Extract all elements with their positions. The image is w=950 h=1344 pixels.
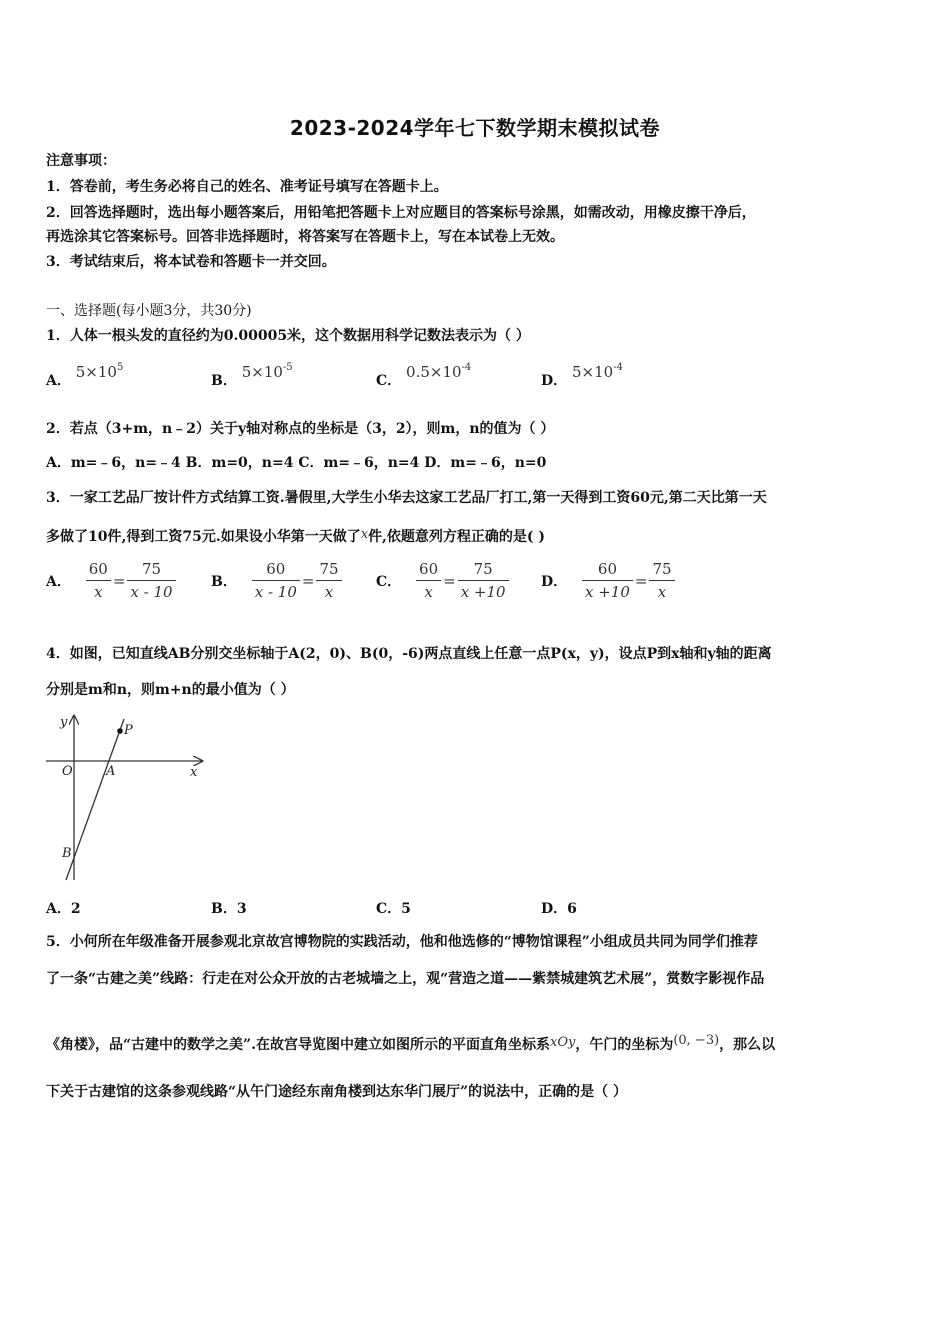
notice-item-2-cont: 再选涂其它答案标号。回答非选择题时，将答案写在答题卡上，写在本试卷上无效。 bbox=[46, 229, 564, 245]
question-1-stem: 1．人体一根头发的直径约为0.00005米，这个数据用科学记数法表示为（ ） bbox=[46, 328, 530, 344]
label-b: B bbox=[62, 846, 72, 861]
q5-line-3c: ，那么以 bbox=[719, 1037, 776, 1053]
q3-option-a bbox=[46, 560, 176, 601]
question-3-stem-1: 3．一家工艺品厂按计件方式结算工资.暑假里,大学生小华去这家工艺品厂打工,第一天得到工资60元,第二天比第一天 bbox=[46, 490, 767, 506]
point-p bbox=[117, 728, 123, 734]
q3-b-eq: = bbox=[301, 571, 315, 590]
q3-b-den-2: x bbox=[324, 583, 334, 601]
label-a: A bbox=[106, 764, 116, 779]
q3-option-b-label: B． bbox=[211, 573, 237, 590]
q3-c-den-1: x bbox=[424, 583, 433, 601]
q1-option-c-label: C． bbox=[376, 373, 402, 389]
question-4-stem-1: 4．如图，已知直线AB分别交坐标轴于A(2，0)、B(0，-6)两点直线上任意一点P(x，y)，设点P到x轴和y轴的距离 bbox=[46, 646, 772, 662]
q3-c-frac-left bbox=[416, 560, 441, 601]
q3-option-c bbox=[376, 560, 509, 601]
q1-option-b bbox=[211, 362, 293, 390]
q2-options: A．m=﹣6，n=﹣4 B．m=0，n=4 C．m=﹣6，n=4 D．m=﹣6，n=0 bbox=[46, 455, 547, 471]
q3-option-c-label: C． bbox=[376, 573, 402, 590]
q3-d-frac-left bbox=[582, 560, 633, 601]
q1-option-a bbox=[46, 362, 123, 390]
q1-b-exp: -5 bbox=[282, 362, 293, 373]
q1-option-c bbox=[376, 362, 471, 390]
q3-a-den-1: x bbox=[94, 583, 103, 601]
q3-d-eq: = bbox=[634, 571, 648, 590]
q3-a-num-1: 60 bbox=[86, 560, 111, 581]
q1-c-exp: -4 bbox=[461, 362, 472, 373]
q4-option-a: A．2 bbox=[46, 901, 81, 917]
q5-line-3b: ，午门的坐标为 bbox=[575, 1037, 674, 1053]
q3-d-den-1: x +10 bbox=[585, 583, 630, 601]
question-5-line-4: 下关于古建馆的这条参观线路“从午门途经东南角楼到达东华门展厅”的说法中，正确的是（ ） bbox=[46, 1084, 627, 1100]
question-5-line-1: 5．小何所在年级准备开展参观北京故宫博物院的实践活动，他和他选修的“博物馆课程”小组成员共同为同学们推荐 bbox=[46, 934, 758, 950]
q1-a-exp: 5 bbox=[116, 362, 124, 373]
q3-b-frac-left bbox=[252, 560, 300, 601]
q3-d-num-1: 60 bbox=[582, 560, 633, 581]
question-5-line-2: 了一条“古建之美”线路：行走在对公众开放的古老城墙之上，观“营造之道——紫禁城建筑艺术展”，赏数字影视作品 bbox=[46, 971, 765, 987]
q5-coord-system: xOy bbox=[549, 1035, 576, 1050]
q3-c-num-1: 60 bbox=[416, 560, 441, 581]
q3-stem-2a: 多做了10件,得到工资75元.如果设小华第一天做了 bbox=[46, 529, 361, 545]
label-y: y bbox=[60, 715, 68, 730]
question-2-stem: 2．若点（3+m，n﹣2）关于y轴对称点的坐标是（3，2），则m，n的值为（ ） bbox=[46, 421, 555, 437]
q3-a-num-2: 75 bbox=[127, 560, 175, 581]
q3-option-d bbox=[541, 560, 675, 601]
q4-option-b: B．3 bbox=[211, 901, 247, 917]
line-ab bbox=[66, 719, 124, 880]
q1-d-base: 5×10 bbox=[572, 363, 614, 381]
q1-option-a-label: A． bbox=[46, 373, 71, 389]
label-p: P bbox=[124, 723, 133, 738]
q3-stem-2b: 件,依题意列方程正确的是( ) bbox=[368, 529, 546, 545]
q1-option-d-expr bbox=[572, 363, 623, 381]
q4-option-c: C．5 bbox=[376, 901, 411, 917]
q1-option-c-expr bbox=[406, 363, 471, 381]
q3-b-num-2: 75 bbox=[316, 560, 341, 581]
q3-option-d-label: D． bbox=[541, 573, 568, 590]
q3-d-num-2: 75 bbox=[649, 560, 674, 581]
q3-c-eq: = bbox=[443, 571, 456, 590]
q1-option-b-label: B． bbox=[211, 373, 237, 389]
q3-d-frac-right bbox=[649, 560, 674, 601]
question-3-stem-2 bbox=[46, 525, 916, 547]
label-o: O bbox=[62, 764, 73, 779]
notice-item-2: 2．回答选择题时，选出每小题答案后，用铅笔把答题卡上对应题目的答案标号涂黑，如需改动，用橡皮擦干净后， bbox=[46, 205, 756, 221]
page-title: 2023-2024学年七下数学期末模拟试卷 bbox=[289, 116, 661, 140]
q3-a-frac-right bbox=[127, 560, 175, 601]
section-heading: 一、选择题(每小题3分，共30分) bbox=[46, 303, 252, 319]
q3-option-a-label: A． bbox=[46, 573, 71, 590]
q4-option-d: D．6 bbox=[541, 901, 577, 917]
q3-b-den-1: x - 10 bbox=[254, 583, 297, 601]
q3-a-den-2: x - 10 bbox=[130, 583, 173, 601]
q3-variable: x bbox=[360, 527, 369, 542]
notice-item-1: 1．答卷前，考生务必将自己的姓名、准考证号填写在答题卡上。 bbox=[46, 179, 448, 195]
q3-option-b bbox=[211, 560, 342, 601]
q1-option-a-expr bbox=[76, 363, 124, 381]
q1-b-base: 5×10 bbox=[241, 363, 283, 381]
q3-a-frac-left bbox=[86, 560, 111, 601]
notice-item-3: 3．考试结束后，将本试卷和答题卡一并交回。 bbox=[46, 254, 336, 270]
q3-a-eq: = bbox=[112, 571, 126, 590]
q1-a-base: 5×10 bbox=[75, 363, 117, 381]
q3-c-den-2: x +10 bbox=[460, 583, 506, 601]
notice-heading: 注意事项： bbox=[46, 153, 116, 169]
q4-coordinate-figure bbox=[44, 712, 214, 884]
q5-wumen-coord: (0, −3) bbox=[673, 1033, 720, 1048]
q1-c-base: 0.5×10 bbox=[406, 363, 462, 381]
question-4-stem-2: 分别是m和n，则m+n的最小值为（ ） bbox=[46, 682, 295, 698]
q1-d-exp: -4 bbox=[613, 362, 623, 373]
q3-c-num-2: 75 bbox=[458, 560, 509, 581]
label-x: x bbox=[190, 765, 198, 780]
q5-line-3a: 《角楼》，品“古建中的数学之美”.在故宫导览图中建立如图所示的平面直角坐标系 bbox=[46, 1037, 550, 1053]
q3-b-num-1: 60 bbox=[252, 560, 300, 581]
q1-option-d-label: D． bbox=[541, 373, 568, 389]
q3-d-den-2: x bbox=[657, 583, 667, 601]
q3-c-frac-right bbox=[458, 560, 509, 601]
question-5-line-3 bbox=[46, 1031, 916, 1055]
q3-b-frac-right bbox=[316, 560, 341, 601]
q1-option-b-expr bbox=[242, 363, 293, 381]
q1-option-d bbox=[541, 362, 623, 390]
